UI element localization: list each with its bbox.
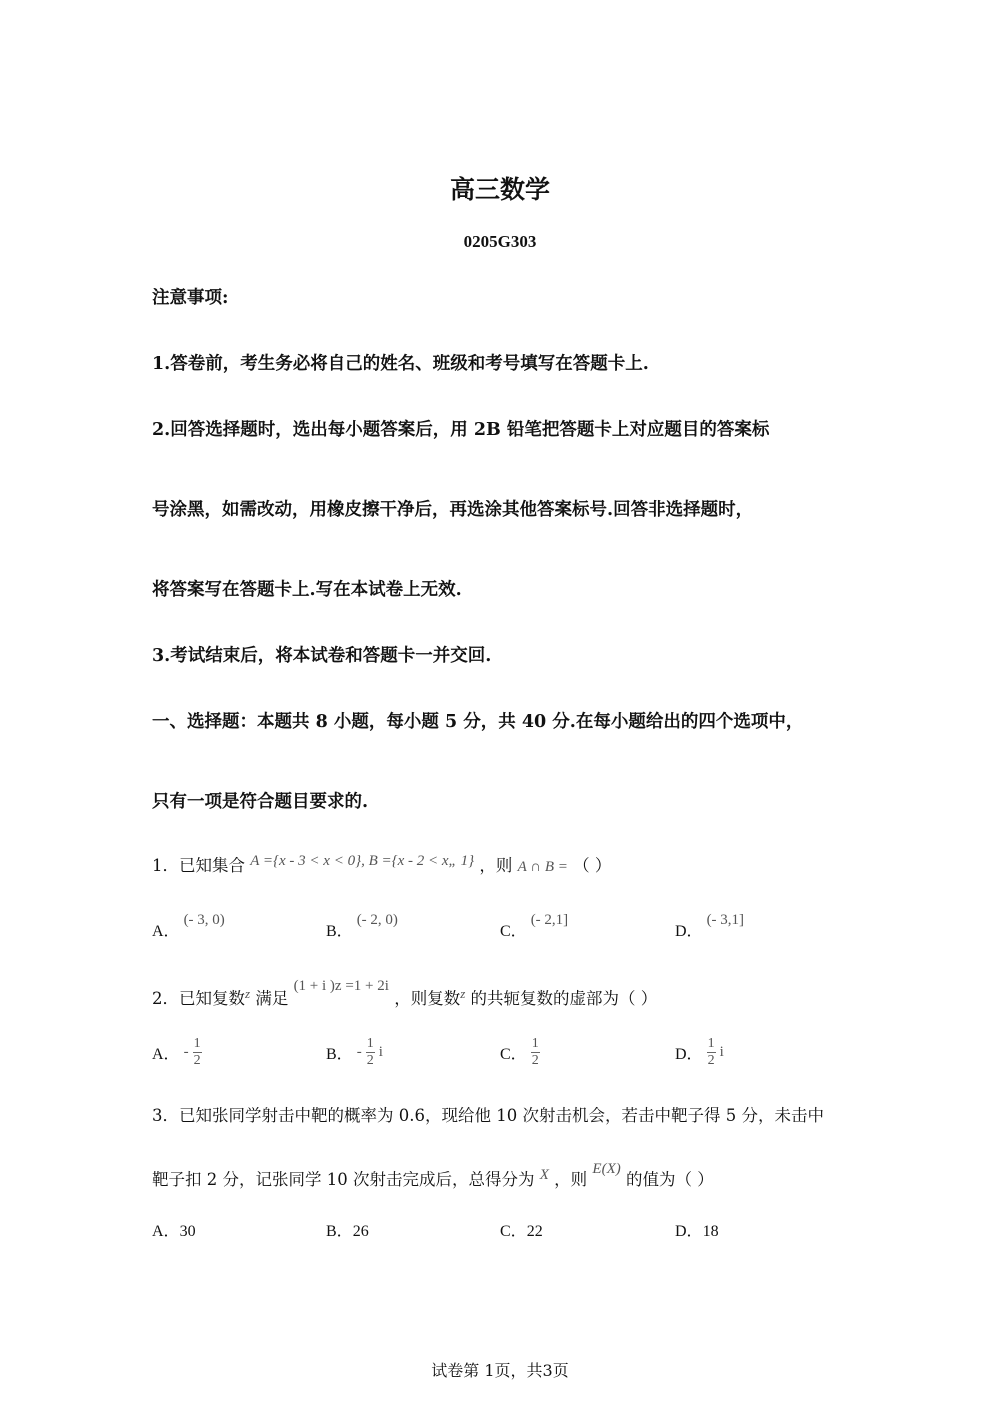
question-1-option-a-value: (- 3, 0): [183, 912, 225, 928]
question-1-option-a[interactable]: A．(- 3, 0): [152, 912, 225, 940]
page-title: 高三数学: [449, 175, 550, 204]
question-2-option-b-fraction: $\frac{1}{2}$: [366, 1036, 374, 1068]
question-1-option-d[interactable]: D．(- 3,1]: [675, 912, 745, 940]
question-1-option-d-value: (- 3,1]: [706, 912, 745, 928]
question-1-option-c[interactable]: C．(- 2,1]: [500, 912, 569, 940]
question-3-option-c-value: 22: [526, 1223, 543, 1240]
question-1-suffix: （ ）: [573, 856, 612, 875]
question-2-option-c-fraction: $\frac{1}{2}$: [531, 1036, 539, 1068]
question-3-line-1: 3．已知张同学射击中靶的概率为 0.6，现给他 10 次射击机会，若击中靶子得 5 分，未击中: [152, 1106, 824, 1125]
question-2-mid-2: ，则复数: [394, 989, 461, 1008]
question-1-option-b-value: (- 2, 0): [356, 912, 398, 928]
question-2-option-c[interactable]: C． $\frac{1}{2}$: [500, 1036, 539, 1068]
question-3-mid: ，则: [554, 1170, 588, 1189]
question-3-option-d[interactable]: D．18: [675, 1223, 719, 1240]
question-3-option-c[interactable]: C．22: [500, 1223, 543, 1240]
question-3-option-b-value: 26: [352, 1223, 369, 1240]
question-1-ask-expression: A ∩ B =: [517, 859, 568, 875]
question-1: [152, 852, 611, 876]
question-2-var-z-2: z: [460, 986, 466, 1001]
note-item-2-line-2: 号涂黑，如需改动，用橡皮擦干净后，再选涂其他答案标号.回答非选择题时，: [152, 500, 754, 520]
notes-heading: 注意事项:: [152, 288, 229, 308]
question-2-equation: (1 + i )z =1 + 2i: [293, 978, 389, 994]
question-1-option-c-value: (- 2,1]: [530, 912, 569, 928]
question-3-option-d-value: 18: [702, 1223, 719, 1240]
section-1-heading-line-2: 只有一项是符合题目要求的.: [152, 792, 369, 812]
question-2-suffix: 的共轭复数的虚部为（ ）: [470, 989, 658, 1008]
question-2-var-z: z: [245, 986, 251, 1001]
question-2-mid-1: 满足: [255, 989, 289, 1008]
question-3-option-a-value: 30: [179, 1223, 196, 1240]
question-3-var-x: X: [539, 1167, 549, 1183]
note-item-2-line-1: 2.回答选择题时，选出每小题答案后，用 2B 铅笔把答题卡上对应题目的答案标: [152, 420, 770, 440]
question-2-option-d-fraction: $\frac{1}{2}$: [707, 1036, 715, 1068]
question-1-mid: ，则: [479, 856, 513, 875]
section-1-heading-line-1: 一、选择题：本题共 8 小题，每小题 5 分，共 40 分.在每小题给出的四个选项中，: [152, 712, 804, 732]
note-item-1: 1.答卷前，考生务必将自己的姓名、班级和考号填写在答题卡上.: [152, 354, 649, 374]
question-3-option-b[interactable]: B．26: [326, 1223, 369, 1240]
question-2: [152, 978, 658, 1009]
page-footer: 试卷第 1页，共3页: [431, 1361, 569, 1380]
question-3-line-2-prefix: 靶子扣 2 分，记张同学 10 次射击完成后，总得分为: [152, 1170, 535, 1189]
question-2-option-b[interactable]: B． - $\frac{1}{2}$ i: [326, 1036, 383, 1068]
question-3-line-2: [152, 1161, 714, 1190]
question-2-option-a-fraction: $\frac{1}{2}$: [193, 1036, 201, 1068]
note-item-3: 3.考试结束后，将本试卷和答题卡一并交回.: [152, 646, 492, 666]
exam-code: 0205G303: [463, 232, 537, 251]
question-1-prefix: 1．已知集合: [152, 856, 245, 875]
question-2-option-a[interactable]: A． - $\frac{1}{2}$: [152, 1036, 201, 1068]
question-3-suffix: 的值为（ ）: [625, 1170, 714, 1189]
question-3-option-a[interactable]: A．30: [152, 1223, 196, 1240]
note-item-2-line-3: 将答案写在答题卡上.写在本试卷上无效.: [152, 580, 462, 600]
question-3-expectation: E(X): [592, 1161, 621, 1177]
question-2-prefix: 2．已知复数: [152, 989, 245, 1008]
question-2-option-d[interactable]: D． $\frac{1}{2}$ i: [675, 1036, 724, 1068]
question-1-option-b[interactable]: B．(- 2, 0): [326, 912, 398, 940]
question-1-set-expression: A ={x - 3 < x < 0}, B ={x - 2 < x„ 1}: [250, 853, 475, 869]
